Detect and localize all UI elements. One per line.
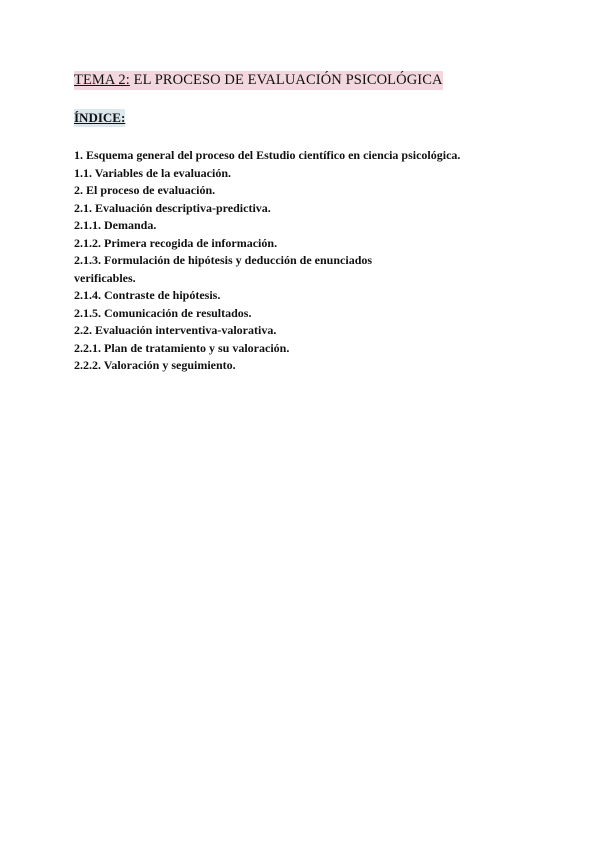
- toc-item: 2. El proceso de evaluación.: [74, 183, 216, 197]
- title-text: EL PROCESO DE EVALUACIÓN PSICOLÓGICA: [129, 72, 443, 88]
- toc-item: 1. Esquema general del proceso del Estudio científico en ciencia psicológica.: [74, 148, 461, 162]
- document-title: [74, 72, 443, 89]
- toc-item: 2.1.5. Comunicación de resultados.: [74, 305, 252, 320]
- toc-item: 2.2.2. Valoración y seguimiento.: [74, 358, 236, 372]
- toc-item-text: 2.1.3. Formulación de hipótesis y deducción de enunciados verificables.: [74, 253, 373, 285]
- toc-item: [74, 252, 514, 287]
- title-highlight: [74, 71, 443, 90]
- table-of-contents: [74, 147, 514, 375]
- toc-item: 1.1. Variables de la evaluación.: [74, 165, 232, 180]
- toc-item: 2.1.1. Demanda.: [74, 218, 157, 232]
- index-heading-label: ÍNDICE:: [74, 110, 126, 125]
- toc-item: 2.2. Evaluación interventiva-valorativa.: [74, 323, 277, 337]
- title-lead: TEMA 2:: [74, 72, 130, 88]
- toc-item: 2.1. Evaluación descriptiva-predictiva.: [74, 200, 271, 215]
- index-heading: [74, 110, 125, 126]
- toc-item: 2.1.4. Contraste de hipótesis.: [74, 288, 221, 302]
- toc-item: 2.2.1. Plan de tratamiento y su valoración.: [74, 340, 290, 355]
- toc-item: 2.1.2. Primera recogida de información.: [74, 235, 278, 250]
